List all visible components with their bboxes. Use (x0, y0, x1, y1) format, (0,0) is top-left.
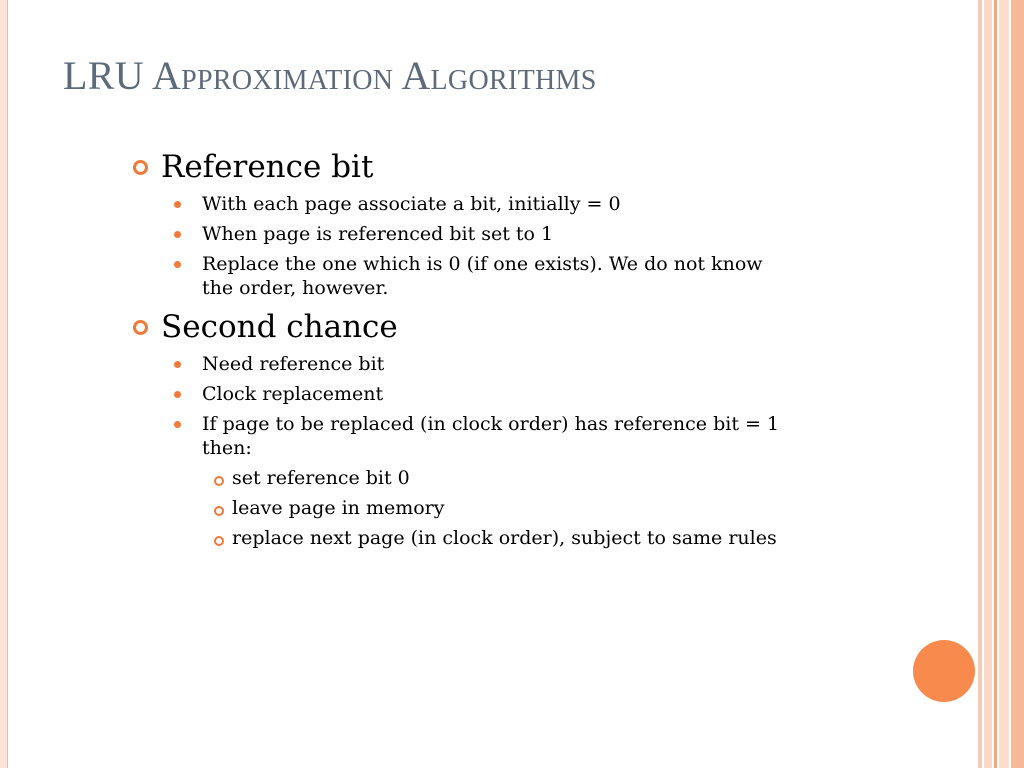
dot-bullet-icon (174, 231, 181, 238)
small-ring-bullet-icon (214, 506, 224, 516)
sub-bullet-item: leave page in memory (232, 497, 445, 519)
bullet-item: Need reference bit (202, 353, 385, 375)
bullet-item: When page is referenced bit set to 1 (202, 223, 554, 245)
dot-bullet-icon (174, 391, 181, 398)
dot-bullet-icon (174, 201, 181, 208)
section-heading-second-chance: Second chance (161, 309, 398, 345)
dot-bullet-icon (174, 361, 181, 368)
dot-bullet-icon (174, 421, 181, 428)
bullet-item: Replace the one which is 0 (if one exists). We do not know (202, 253, 763, 275)
sub-bullet-item: replace next page (in clock order), subject to same rules (232, 527, 777, 549)
bullet-item-continuation: then: (202, 437, 252, 459)
bullet-item: Clock replacement (202, 383, 384, 405)
dot-bullet-icon (174, 261, 181, 268)
ring-bullet-icon (133, 320, 148, 335)
bullet-item-continuation: the order, however. (202, 277, 389, 299)
small-ring-bullet-icon (214, 476, 224, 486)
small-ring-bullet-icon (214, 536, 224, 546)
bullet-item: With each page associate a bit, initially = 0 (202, 193, 621, 215)
bullet-item: If page to be replaced (in clock order) has reference bit = 1 (202, 413, 780, 435)
ring-bullet-icon (133, 160, 148, 175)
sub-bullet-item: set reference bit 0 (232, 467, 410, 489)
section-heading-reference-bit: Reference bit (161, 149, 374, 185)
slide-title: LRU Approximation Algorithms (63, 53, 597, 98)
